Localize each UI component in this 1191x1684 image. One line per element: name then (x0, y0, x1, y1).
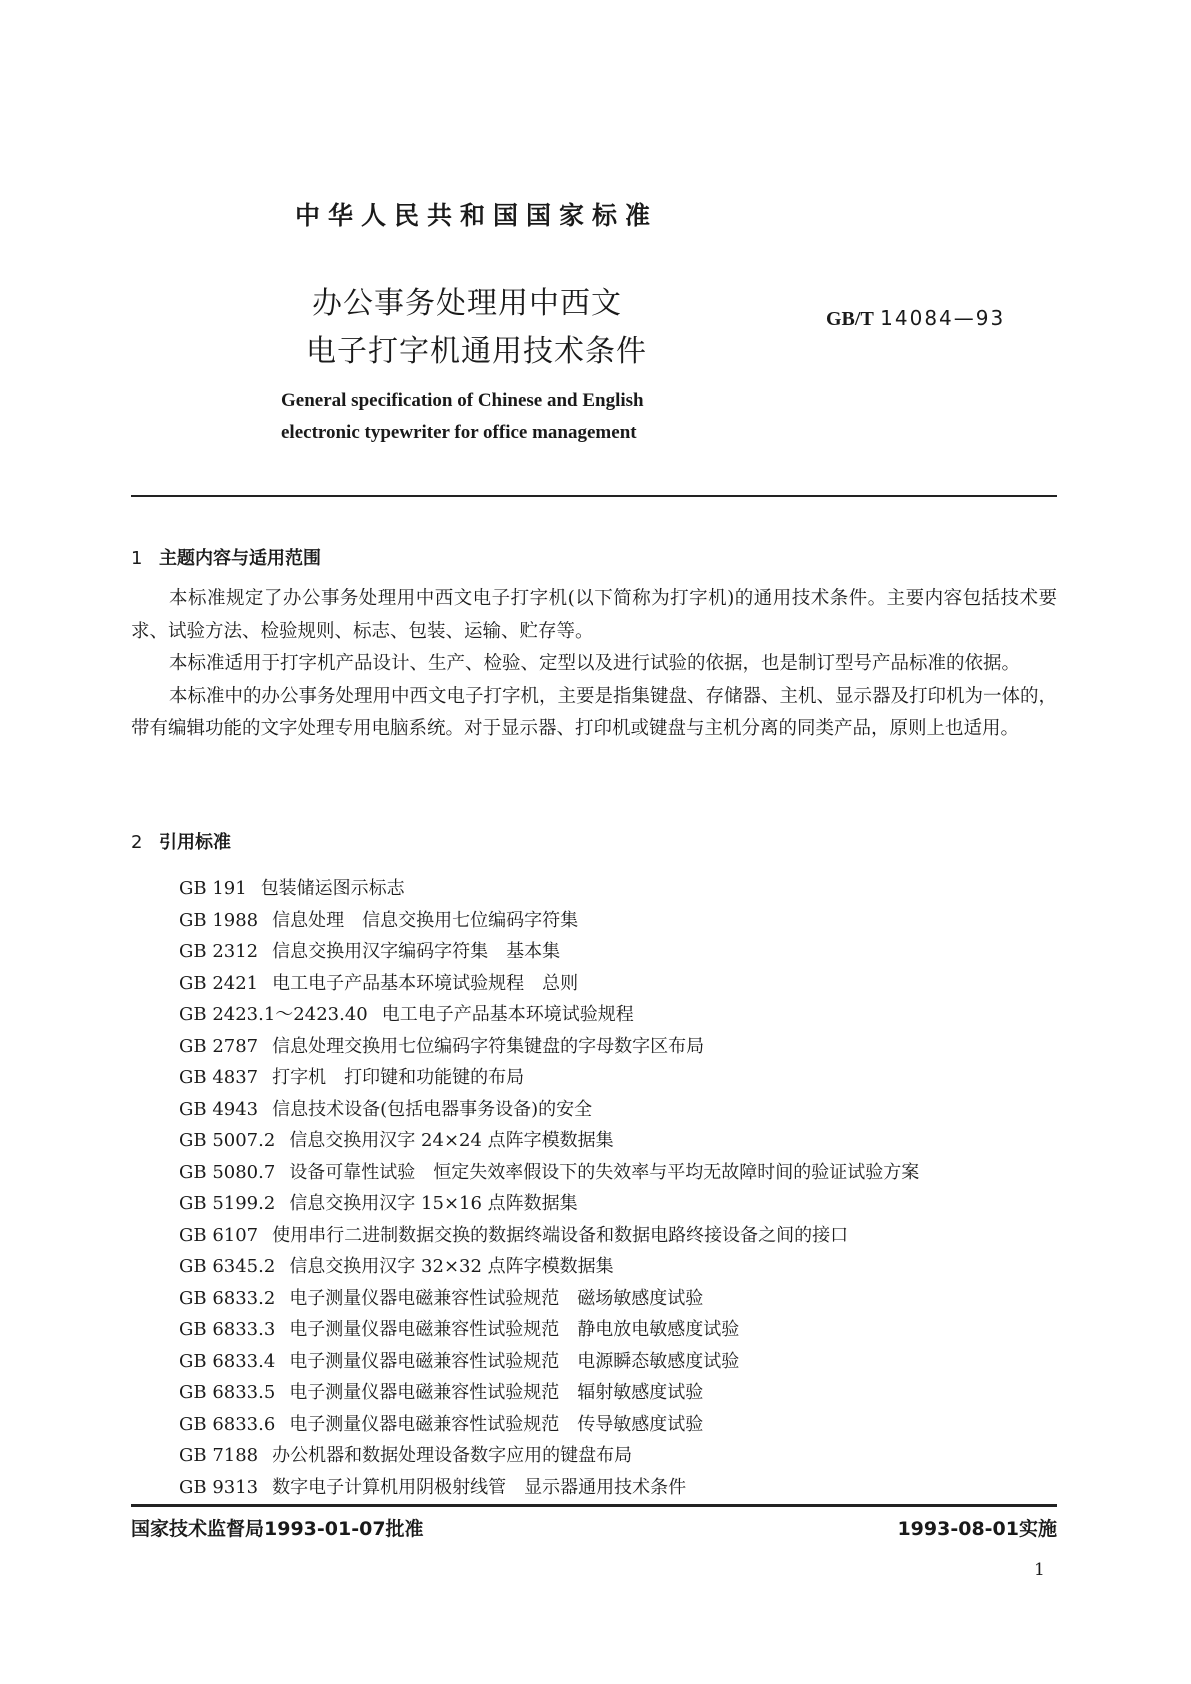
effective-date: 1993-08-01实施 (897, 1518, 1057, 1540)
footer-divider (131, 1504, 1057, 1507)
reference-title: 信息交换用汉字 24×24 点阵字模数据集 (289, 1130, 614, 1151)
reference-item (179, 1125, 919, 1157)
reference-code: GB 9313 (179, 1476, 259, 1498)
reference-title: 电工电子产品基本环境试验规程 总则 (272, 972, 579, 994)
reference-item (179, 905, 919, 937)
reference-title: 信息交换用汉字 15×16 点阵数据集 (289, 1193, 578, 1214)
reference-code: GB 6833.4 (179, 1350, 276, 1372)
reference-list (179, 873, 919, 1503)
title-line-1: 办公事务处理用中西文 (312, 286, 622, 321)
reference-title: 电子测量仪器电磁兼容性试验规范 辐射敏感度试验 (289, 1382, 704, 1403)
paragraph: 本标准中的办公事务处理用中西文电子打字机，主要是指集键盘、存储器、主机、显示器及打印机为一体的，带有编辑功能的文字处理专用电脑系统。对于显示器、打印机或键盘与主机分离的同类产品，原则上也适用。 (131, 685, 1058, 739)
section-2-heading (131, 828, 231, 854)
english-title-line-1: General specification of Chinese and English (281, 390, 644, 411)
header-divider (131, 495, 1057, 497)
reference-title: 使用串行二进制数据交换的数据终端设备和数据电路终接设备之间的接口 (272, 1224, 849, 1246)
reference-item (179, 1409, 919, 1441)
reference-code: GB 2423.1～2423.40 (179, 1004, 368, 1025)
paragraph: 本标准适用于打字机产品设计、生产、检验、定型以及进行试验的依据，也是制订型号产品标准的依据。 (169, 653, 1021, 674)
reference-item (179, 968, 919, 1000)
reference-title: 信息处理 信息交换用七位编码字符集 (272, 909, 579, 931)
reference-item (179, 1377, 919, 1409)
national-standard-label: 中华人民共和国国家标准 (295, 201, 659, 230)
paragraph: 本标准规定了办公事务处理用中西文电子打字机(以下简称为打字机)的通用技术条件。主要内容包括技术要求、试验方法、检验规则、标志、包装、运输、贮存等。 (131, 588, 1057, 642)
reference-code: GB 6833.3 (179, 1319, 276, 1340)
reference-title: 包装储运图示标志 (260, 878, 405, 899)
standard-code (826, 306, 1005, 331)
reference-item (179, 1440, 919, 1472)
reference-item (179, 1346, 919, 1378)
reference-code: GB 4943 (179, 1098, 259, 1120)
reference-code: GB 6107 (179, 1224, 259, 1246)
section-number: 1 (131, 548, 143, 569)
reference-code: GB 4837 (179, 1067, 259, 1088)
reference-item (179, 1188, 919, 1220)
title-line-2: 电子打字机通用技术条件 (306, 334, 647, 369)
reference-item (179, 1283, 919, 1315)
reference-title: 信息处理交换用七位编码字符集键盘的字母数字区布局 (272, 1035, 705, 1057)
reference-title: 信息技术设备(包括电器事务设备)的安全 (272, 1098, 593, 1120)
reference-title: 电子测量仪器电磁兼容性试验规范 电源瞬态敏感度试验 (289, 1350, 740, 1372)
reference-title: 电子测量仪器电磁兼容性试验规范 传导敏感度试验 (289, 1413, 704, 1435)
reference-code: GB 2421 (179, 972, 259, 994)
reference-title: 信息交换用汉字编码字符集 基本集 (272, 941, 561, 962)
reference-code: GB 5199.2 (179, 1193, 276, 1214)
reference-item (179, 1314, 919, 1346)
page-number: 1 (1034, 1560, 1045, 1580)
reference-item (179, 1472, 919, 1504)
reference-item (179, 1220, 919, 1252)
reference-title: 信息交换用汉字 32×32 点阵字模数据集 (289, 1256, 614, 1277)
reference-item (179, 1157, 919, 1189)
reference-code: GB 1988 (179, 909, 259, 931)
reference-code: GB 6833.2 (179, 1287, 276, 1309)
section-title: 引用标准 (159, 832, 231, 853)
reference-code: GB 2312 (179, 941, 259, 962)
reference-item (179, 1031, 919, 1063)
reference-title: 打字机 打印键和功能键的布局 (272, 1067, 525, 1088)
reference-item (179, 1062, 919, 1094)
section-1-body (131, 583, 1057, 746)
reference-item (179, 999, 919, 1031)
reference-code: GB 7188 (179, 1445, 259, 1466)
reference-item (179, 936, 919, 968)
reference-title: 电子测量仪器电磁兼容性试验规范 磁场敏感度试验 (289, 1287, 704, 1309)
reference-item (179, 1094, 919, 1126)
english-title-line-2: electronic typewriter for office management (281, 422, 637, 443)
approval-date: 国家技术监督局1993-01-07批准 (131, 1518, 424, 1540)
code-number: 14084—93 (880, 306, 1006, 330)
reference-item (179, 873, 919, 905)
reference-code: GB 191 (179, 878, 247, 899)
reference-item (179, 1251, 919, 1283)
reference-code: GB 6833.5 (179, 1382, 276, 1403)
section-title: 主题内容与适用范围 (159, 548, 321, 569)
reference-title: 电工电子产品基本环境试验规程 (381, 1004, 634, 1025)
reference-title: 办公机器和数据处理设备数字应用的键盘布局 (272, 1445, 633, 1466)
section-1-heading (131, 544, 321, 570)
reference-code: GB 6345.2 (179, 1256, 276, 1277)
section-number: 2 (131, 832, 143, 853)
reference-code: GB 5080.7 (179, 1161, 276, 1183)
reference-title: 数字电子计算机用阴极射线管 显示器通用技术条件 (272, 1476, 687, 1498)
reference-code: GB 5007.2 (179, 1130, 276, 1151)
code-prefix: GB/T (826, 308, 874, 330)
reference-title: 设备可靠性试验 恒定失效率假设下的失效率与平均无故障时间的验证试验方案 (289, 1161, 920, 1183)
reference-code: GB 6833.6 (179, 1413, 276, 1435)
reference-code: GB 2787 (179, 1035, 259, 1057)
reference-title: 电子测量仪器电磁兼容性试验规范 静电放电敏感度试验 (289, 1319, 740, 1340)
